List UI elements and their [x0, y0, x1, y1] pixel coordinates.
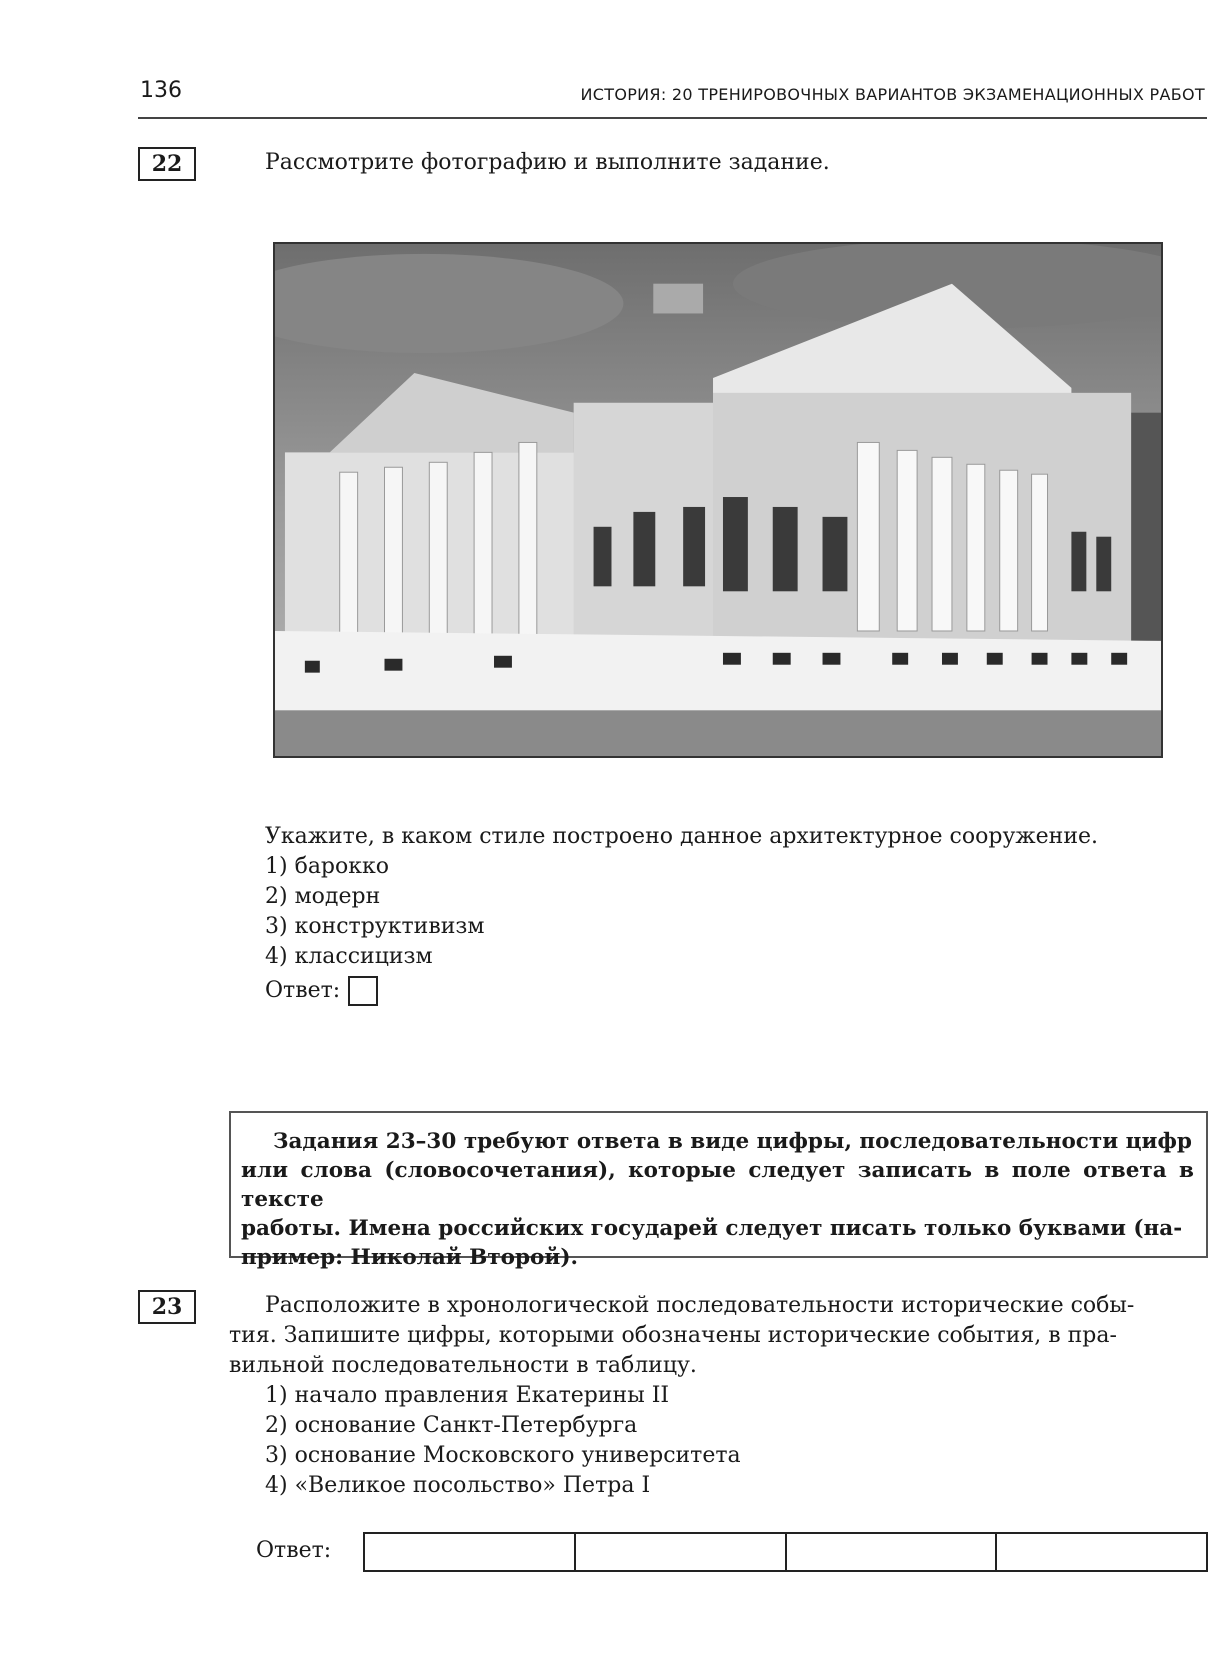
task-22-option-2: 2) модерн	[265, 884, 381, 909]
task-22-answer-row	[265, 976, 378, 1006]
task-23-option-4: 4) «Великое посольство» Петра I	[265, 1473, 651, 1498]
task-22-option-3: 3) конструктивизм	[265, 914, 485, 939]
task-23-line-3: вильной последовательности в таблицу.	[229, 1353, 697, 1378]
answer-cell-1[interactable]	[365, 1534, 574, 1570]
instructions-box	[229, 1111, 1208, 1270]
task-22-option-4: 4) классицизм	[265, 944, 433, 969]
task-23-option-1: 1) начало правления Екатерины II	[265, 1383, 670, 1408]
answer-cell-3[interactable]	[785, 1534, 996, 1570]
task-23-answer-table	[363, 1532, 1208, 1572]
running-title: ИСТОРИЯ: 20 ТРЕНИРОВОЧНЫХ ВАРИАНТОВ ЭКЗАМЕНАЦИОННЫХ РАБОТ	[580, 85, 1205, 104]
classical-building-illustration	[275, 244, 1161, 756]
task-23-option-2: 2) основание Санкт-Петербурга	[265, 1413, 638, 1438]
instructions-line-1: Задания 23–30 требуют ответа в виде цифры, последовательности цифр	[273, 1129, 1192, 1154]
instructions-line-4: пример: Николай Второй).	[241, 1245, 578, 1270]
task-22-instruction: Рассмотрите фотографию и выполните задание.	[265, 150, 830, 175]
header-divider	[138, 117, 1207, 119]
building-photo	[273, 242, 1163, 758]
task-23-option-3: 3) основание Московского университета	[265, 1443, 741, 1468]
page-number: 136	[140, 78, 182, 103]
answer-cell-2[interactable]	[574, 1534, 785, 1570]
task-22-answer-box[interactable]	[348, 976, 378, 1006]
instructions-line-3: работы. Имена российских государей следует писать только буквами (на-	[241, 1216, 1183, 1241]
task-22-question: Укажите, в каком стиле построено данное архитектурное сооружение.	[265, 824, 1098, 849]
task-number-23: 23	[138, 1290, 196, 1324]
instructions-line-2: или слова (словосочетания), которые следует записать в поле ответа в тексте	[241, 1158, 1194, 1212]
task-number-22: 22	[138, 147, 196, 181]
answer-cell-4[interactable]	[995, 1534, 1206, 1570]
task-23-answer-label: Ответ:	[256, 1538, 332, 1563]
task-22-option-1: 1) барокко	[265, 854, 390, 879]
task-23-line-1: Расположите в хронологической последовательности исторические собы-	[265, 1293, 1135, 1318]
task-22-answer-label: Ответ:	[265, 978, 341, 1003]
task-23-line-2: тия. Запишите цифры, которыми обозначены исторические события, в пра-	[229, 1323, 1117, 1348]
